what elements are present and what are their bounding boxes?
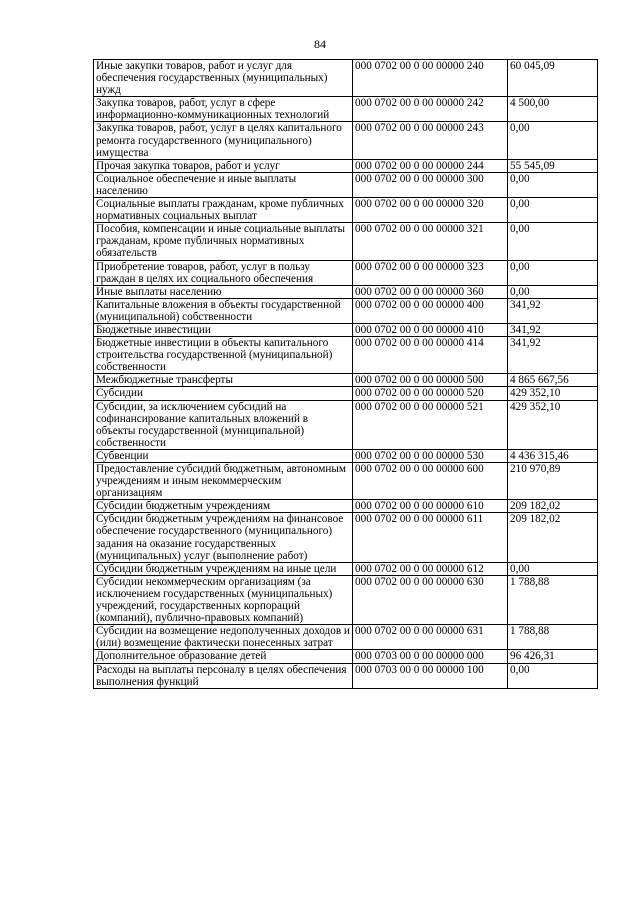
budget-code-cell: 000 0702 00 0 00 00000 500 — [353, 374, 508, 387]
table-row — [94, 625, 598, 650]
expense-name-cell: Приобретение товаров, работ, услуг в пользу граждан в целях их социального обеспечения — [94, 260, 353, 285]
expense-name-cell: Дополнительное образование детей — [94, 650, 353, 663]
budget-code-cell: 000 0702 00 0 00 00000 321 — [353, 223, 508, 260]
table-row — [94, 500, 598, 513]
budget-code-cell: 000 0702 00 0 00 00000 611 — [353, 513, 508, 562]
table-row — [94, 172, 598, 197]
amount-cell: 0,00 — [508, 223, 598, 260]
expense-name-cell: Капитальные вложения в объекты государственной (муниципальной) собственности — [94, 298, 353, 323]
expense-name-cell: Бюджетные инвестиции в объекты капитального строительства государственной (муниципальной) собственности — [94, 337, 353, 374]
amount-cell: 4 865 667,56 — [508, 374, 598, 387]
expense-name-cell: Прочая закупка товаров, работ и услуг — [94, 159, 353, 172]
budget-code-cell: 000 0703 00 0 00 00000 000 — [353, 650, 508, 663]
amount-cell: 209 182,02 — [508, 500, 598, 513]
table-row — [94, 223, 598, 260]
budget-code-cell: 000 0702 00 0 00 00000 600 — [353, 463, 508, 500]
page-number: 84 — [314, 37, 326, 51]
budget-code-cell: 000 0702 00 0 00 00000 631 — [353, 625, 508, 650]
budget-code-cell: 000 0702 00 0 00 00000 360 — [353, 285, 508, 298]
amount-cell: 209 182,02 — [508, 513, 598, 562]
budget-code-cell: 000 0702 00 0 00 00000 414 — [353, 337, 508, 374]
amount-cell: 429 352,10 — [508, 400, 598, 449]
expense-name-cell: Социальные выплаты гражданам, кроме публичных нормативных социальных выплат — [94, 198, 353, 223]
amount-cell: 60 045,09 — [508, 60, 598, 97]
expense-name-cell: Бюджетные инвестиции — [94, 323, 353, 336]
table-row — [94, 663, 598, 688]
table-row — [94, 650, 598, 663]
amount-cell: 96 426,31 — [508, 650, 598, 663]
budget-code-cell: 000 0702 00 0 00 00000 520 — [353, 387, 508, 400]
table-row — [94, 60, 598, 97]
budget-table — [93, 59, 598, 689]
budget-code-cell: 000 0702 00 0 00 00000 243 — [353, 122, 508, 159]
budget-code-cell: 000 0702 00 0 00 00000 242 — [353, 97, 508, 122]
table-row — [94, 285, 598, 298]
expense-name-cell: Закупка товаров, работ, услуг в сфере информационно-коммуникационных технологий — [94, 97, 353, 122]
amount-cell: 210 970,89 — [508, 463, 598, 500]
expense-name-cell: Пособия, компенсации и иные социальные выплаты гражданам, кроме публичных нормативных обязательств — [94, 223, 353, 260]
expense-name-cell: Субсидии — [94, 387, 353, 400]
amount-cell: 4 436 315,46 — [508, 449, 598, 462]
amount-cell: 0,00 — [508, 122, 598, 159]
budget-table-body — [94, 60, 598, 689]
expense-name-cell: Закупка товаров, работ, услуг в целях капитального ремонта государственного (муниципального) имущества — [94, 122, 353, 159]
table-row — [94, 374, 598, 387]
table-row — [94, 337, 598, 374]
expense-name-cell: Межбюджетные трансферты — [94, 374, 353, 387]
budget-code-cell: 000 0702 00 0 00 00000 612 — [353, 562, 508, 575]
table-row — [94, 513, 598, 562]
table-row — [94, 449, 598, 462]
table-row — [94, 387, 598, 400]
table-row — [94, 97, 598, 122]
amount-cell: 341,92 — [508, 298, 598, 323]
budget-code-cell: 000 0702 00 0 00 00000 400 — [353, 298, 508, 323]
amount-cell: 0,00 — [508, 663, 598, 688]
table-row — [94, 463, 598, 500]
expense-name-cell: Субсидии, за исключением субсидий на софинансирование капитальных вложений в объекты государственной (муниципальной) собственности — [94, 400, 353, 449]
budget-code-cell: 000 0702 00 0 00 00000 530 — [353, 449, 508, 462]
budget-code-cell: 000 0702 00 0 00 00000 410 — [353, 323, 508, 336]
table-row — [94, 122, 598, 159]
expense-name-cell: Субсидии некоммерческим организациям (за исключением государственных (муниципальных) учреждений, государственных корпораций (компаний), публично-правовых компаний) — [94, 575, 353, 624]
budget-code-cell: 000 0702 00 0 00 00000 630 — [353, 575, 508, 624]
expense-name-cell: Субвенции — [94, 449, 353, 462]
amount-cell: 429 352,10 — [508, 387, 598, 400]
amount-cell: 1 788,88 — [508, 625, 598, 650]
amount-cell: 0,00 — [508, 198, 598, 223]
expense-name-cell: Субсидии бюджетным учреждениям — [94, 500, 353, 513]
expense-name-cell: Иные закупки товаров, работ и услуг для обеспечения государственных (муниципальных) нужд — [94, 60, 353, 97]
budget-code-cell: 000 0702 00 0 00 00000 240 — [353, 60, 508, 97]
amount-cell: 0,00 — [508, 172, 598, 197]
budget-code-cell: 000 0702 00 0 00 00000 300 — [353, 172, 508, 197]
table-row — [94, 400, 598, 449]
amount-cell: 1 788,88 — [508, 575, 598, 624]
amount-cell: 0,00 — [508, 285, 598, 298]
expense-name-cell: Социальное обеспечение и иные выплаты населению — [94, 172, 353, 197]
table-row — [94, 298, 598, 323]
table-row — [94, 562, 598, 575]
table-row — [94, 260, 598, 285]
table-row — [94, 575, 598, 624]
amount-cell: 4 500,00 — [508, 97, 598, 122]
table-row — [94, 323, 598, 336]
expense-name-cell: Субсидии бюджетным учреждениям на финансовое обеспечение государственного (муниципального) задания на оказание государственных (муниципальных) услуг (выполнение работ) — [94, 513, 353, 562]
table-row — [94, 159, 598, 172]
budget-code-cell: 000 0702 00 0 00 00000 521 — [353, 400, 508, 449]
expense-name-cell: Субсидии бюджетным учреждениям на иные цели — [94, 562, 353, 575]
budget-code-cell: 000 0703 00 0 00 00000 100 — [353, 663, 508, 688]
table-row — [94, 198, 598, 223]
budget-code-cell: 000 0702 00 0 00 00000 244 — [353, 159, 508, 172]
expense-name-cell: Предоставление субсидий бюджетным, автономным учреждениям и иным некоммерческим организациям — [94, 463, 353, 500]
budget-code-cell: 000 0702 00 0 00 00000 320 — [353, 198, 508, 223]
expense-name-cell: Субсидии на возмещение недополученных доходов и (или) возмещение фактически понесенных затрат — [94, 625, 353, 650]
amount-cell: 341,92 — [508, 337, 598, 374]
amount-cell: 0,00 — [508, 260, 598, 285]
budget-code-cell: 000 0702 00 0 00 00000 323 — [353, 260, 508, 285]
amount-cell: 341,92 — [508, 323, 598, 336]
expense-name-cell: Расходы на выплаты персоналу в целях обеспечения выполнения функций — [94, 663, 353, 688]
expense-name-cell: Иные выплаты населению — [94, 285, 353, 298]
budget-code-cell: 000 0702 00 0 00 00000 610 — [353, 500, 508, 513]
amount-cell: 0,00 — [508, 562, 598, 575]
amount-cell: 55 545,09 — [508, 159, 598, 172]
